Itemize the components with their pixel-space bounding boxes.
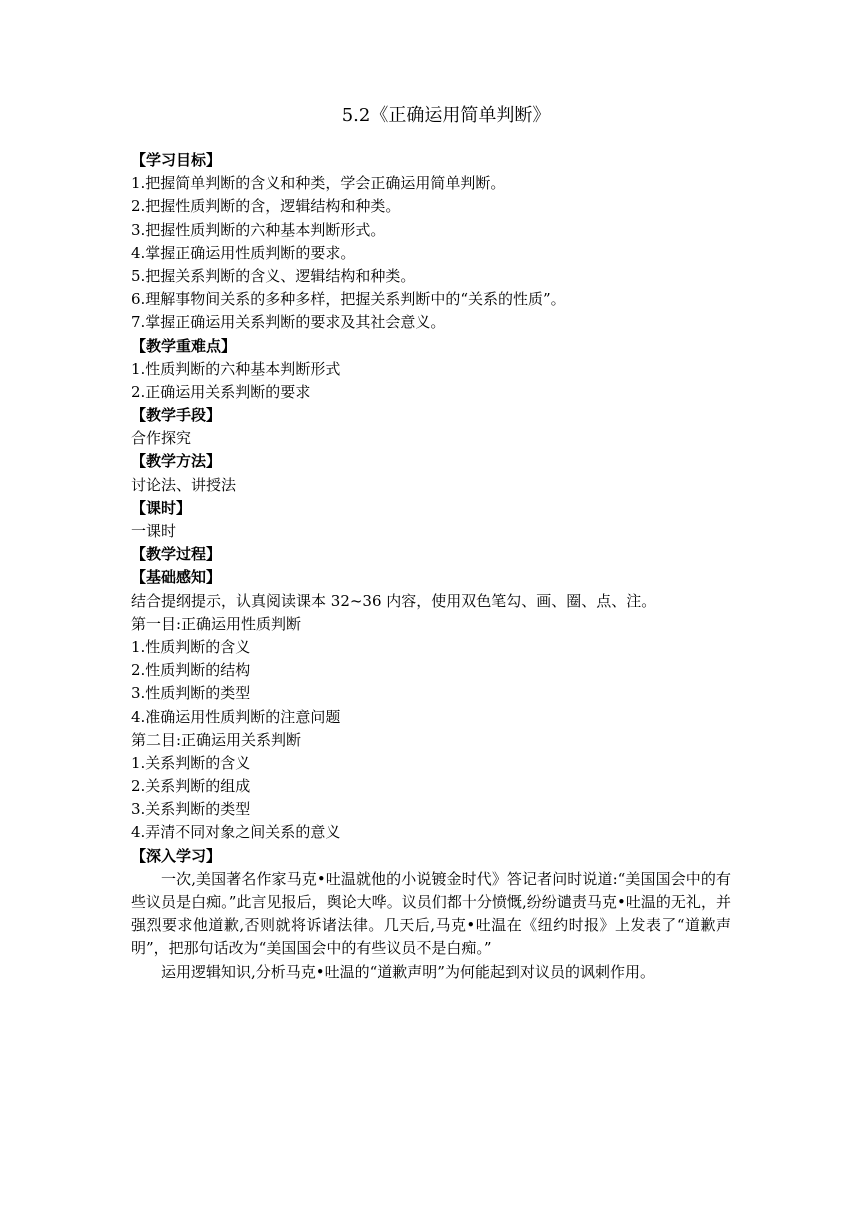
section2-item: 4.弄清不同对象之间关系的意义 [131, 823, 341, 842]
section1-title: 第一目:正确运用性质判断 [131, 614, 302, 633]
objective-item: 5.把握关系判断的含义、逻辑结构和种类。 [131, 266, 416, 285]
document-page [131, 103, 731, 984]
key-point-item: 1.性质判断的六种基本判断形式 [131, 359, 341, 378]
methods-heading: 【教学方法】 [131, 452, 222, 471]
section2-item: 1.关系判断的含义 [131, 753, 251, 772]
process-heading: 【教学过程】 [131, 545, 222, 564]
deep-heading: 【深入学习】 [131, 846, 222, 865]
means-text: 合作探究 [131, 429, 192, 448]
class-hours-text: 一课时 [131, 522, 177, 540]
objective-item: 1.把握简单判断的含义和种类，学会正确运用简单判断。 [131, 174, 506, 193]
key-points-heading: 【教学重难点】 [131, 336, 237, 355]
objective-item: 2.把握性质判断的含，逻辑结构和种类。 [131, 197, 401, 216]
section2-item: 3.关系判断的类型 [131, 800, 251, 819]
class-hours-heading: 【课时】 [131, 498, 192, 517]
basic-heading: 【基础感知】 [131, 568, 222, 587]
section1-item: 2.性质判断的结构 [131, 661, 251, 680]
objective-item: 3.把握性质判断的六种基本判断形式。 [131, 220, 386, 239]
objective-item: 7.掌握正确运用关系判断的要求及其社会意义。 [131, 313, 446, 332]
key-point-item: 2.正确运用关系判断的要求 [131, 382, 311, 401]
means-heading: 【教学手段】 [131, 406, 222, 425]
document-title: 5.2《正确运用简单判断》 [341, 105, 551, 126]
objective-item: 6.理解事物间关系的多种多样，把握关系判断中的“关系的性质”。 [131, 290, 566, 309]
objective-item: 4.掌握正确运用性质判断的要求。 [131, 243, 356, 262]
section1-item: 3.性质判断的类型 [131, 684, 251, 703]
basic-intro: 结合提纲提示，认真阅读课本 32~36 内容，使用双色笔勾、画、圈、点、注。 [131, 591, 657, 610]
section2-item: 2.关系判断的组成 [131, 777, 251, 796]
objectives-heading: 【学习目标】 [131, 151, 222, 169]
question-paragraph: 运用逻辑知识,分析马克•吐温的“道歉声明”为何能起到对议员的讽刺作用。 [161, 962, 655, 981]
section2-title: 第二目:正确运用关系判断 [131, 730, 302, 749]
methods-text: 讨论法、讲授法 [131, 475, 237, 494]
story-paragraph: 一次,美国著名作家马克•吐温就他的小说镀金时代》答记者问时说道:“美国国会中的有些议员是白痴。”此言见报后，舆论大哗。议员们都十分愤慨,纷纷谴责马克•吐温的无礼，并强烈要求他道歉,否则就将诉诸法律。几天后,马克•吐温在《纽约时报》上发表了“道歉声明”，把那句话改为“美国国会中的有些议员不是白痴。” [131, 869, 731, 958]
section1-item: 1.性质判断的含义 [131, 637, 251, 656]
section1-item: 4.准确运用性质判断的注意问题 [131, 707, 341, 726]
